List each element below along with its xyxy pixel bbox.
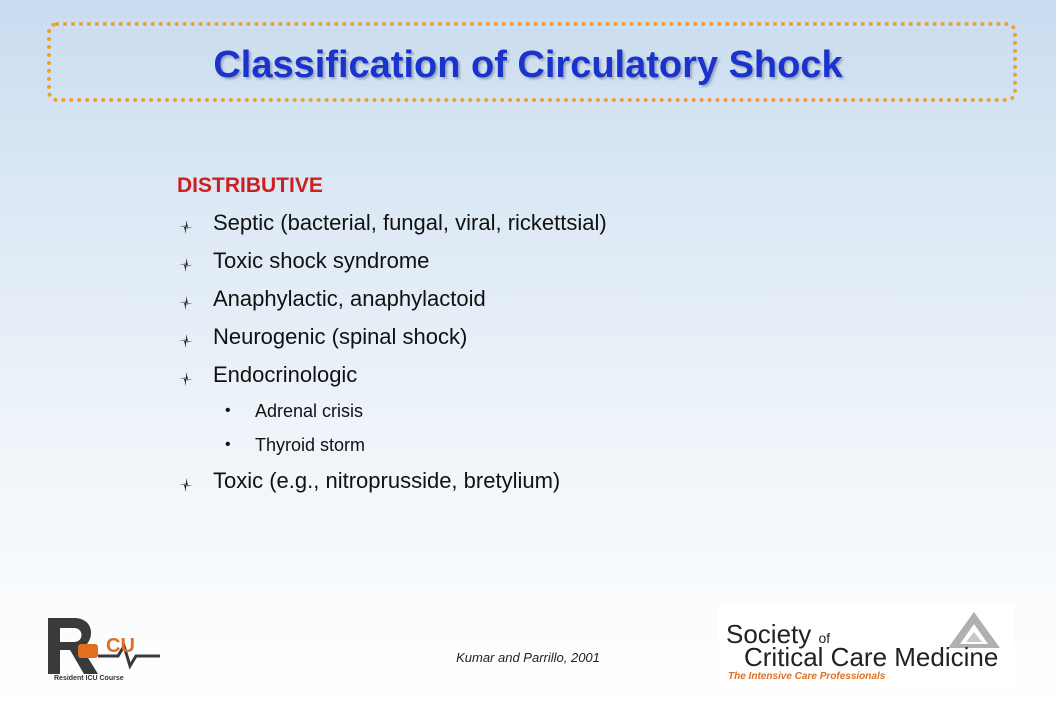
list-item-text: Toxic shock syndrome [213, 248, 430, 273]
pinwheel-bullet-icon [179, 258, 193, 272]
dot-bullet-icon: • [225, 436, 231, 453]
pinwheel-bullet-icon [179, 296, 193, 310]
svg-text:CU: CU [106, 635, 135, 657]
list-item [177, 362, 358, 400]
list-item [177, 324, 468, 362]
sub-list-item [177, 400, 364, 434]
sccm-line1: Society of [726, 619, 831, 649]
slide-title: Classification of Circulatory Shock [213, 44, 843, 86]
list-item [177, 286, 486, 324]
dot-bullet-icon: • [225, 402, 231, 419]
pinwheel-bullet-icon [179, 334, 193, 348]
list-item [177, 210, 607, 248]
list-item-text: Septic (bacterial, fungal, viral, rickettsial) [213, 210, 607, 235]
slide-content [177, 174, 607, 506]
sub-list-item-text: Adrenal crisis [255, 401, 364, 421]
ricu-logo [40, 612, 170, 682]
list-item-text: Endocrinologic [213, 362, 358, 387]
sccm-logo [718, 604, 1014, 688]
sub-list-item [177, 434, 366, 468]
list-item-text: Anaphylactic, anaphylactoid [213, 286, 486, 311]
section-heading: DISTRIBUTIVE [177, 174, 323, 197]
list-item [177, 468, 561, 506]
list-item-text: Neurogenic (spinal shock) [213, 324, 468, 349]
ricu-caption: Resident ICU Course [54, 675, 124, 682]
sccm-line2: Critical Care Medicine [744, 642, 999, 672]
list-item [177, 248, 430, 286]
sub-list-item-text: Thyroid storm [255, 435, 366, 455]
list-item-text: Toxic (e.g., nitroprusside, bretylium) [213, 468, 561, 493]
pinwheel-bullet-icon [179, 372, 193, 386]
pinwheel-bullet-icon [179, 478, 193, 492]
pinwheel-bullet-icon [179, 220, 193, 234]
sccm-tagline: The Intensive Care Professionals [728, 671, 886, 682]
citation: Kumar and Parrillo, 2001 [456, 650, 600, 665]
